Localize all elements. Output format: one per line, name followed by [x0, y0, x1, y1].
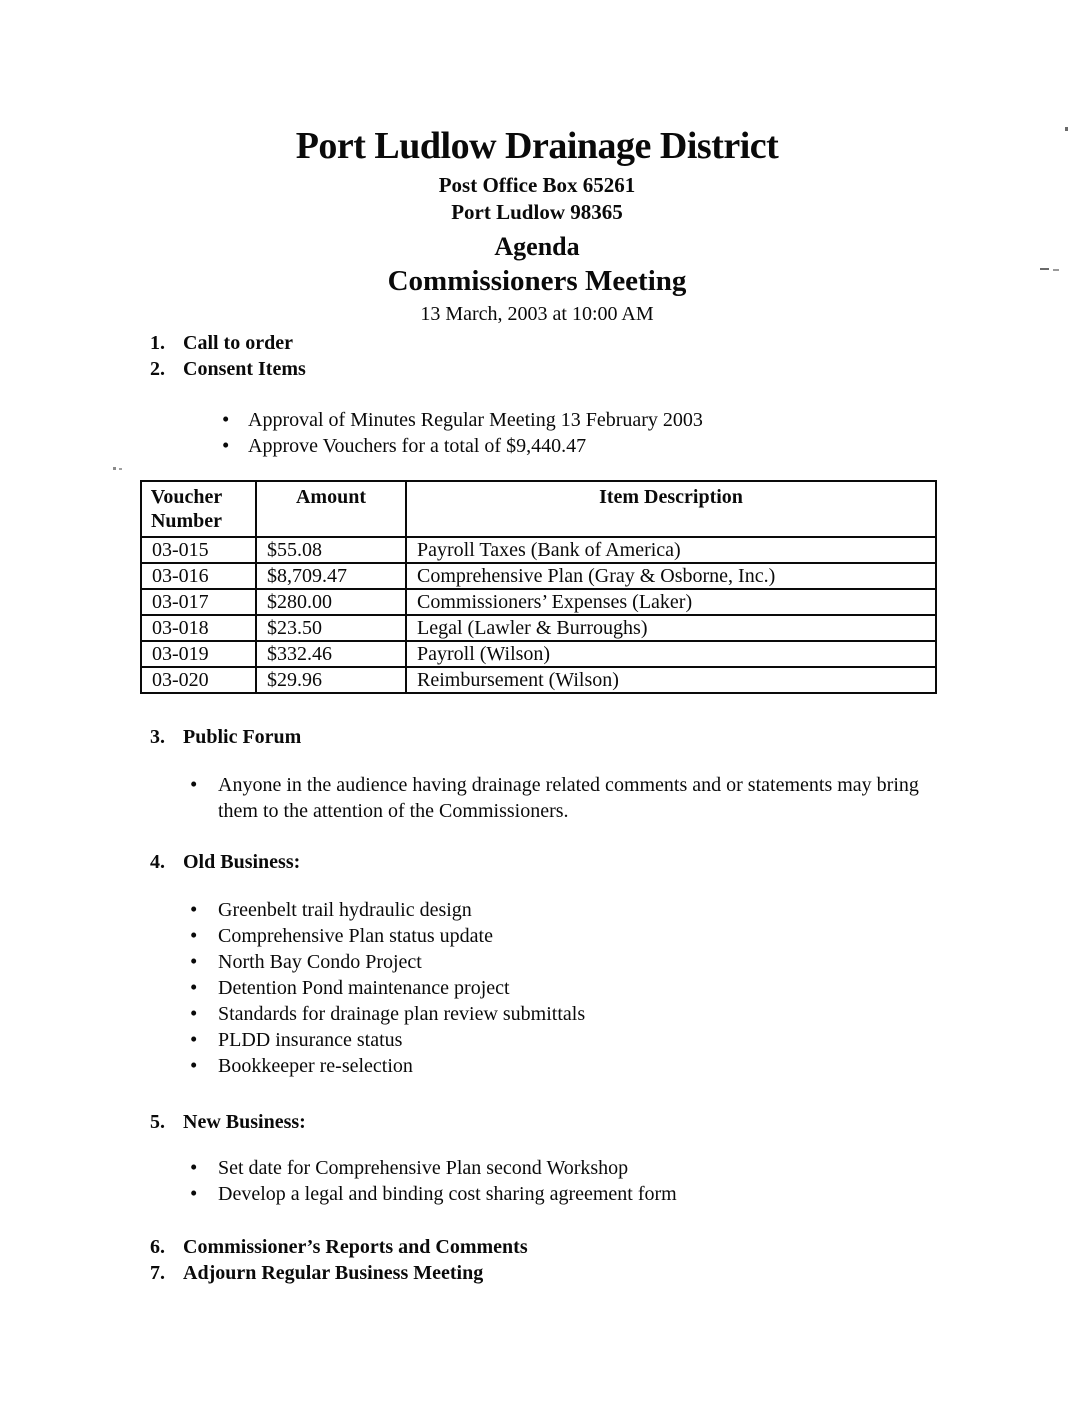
- item-description-cell: Commissioners’ Expenses (Laker): [406, 589, 936, 615]
- amount-cell: $332.46: [256, 641, 406, 667]
- item-label: Old Business:: [183, 851, 301, 873]
- agenda-item-call-to-order: [150, 330, 1020, 356]
- bullet-item: • Greenbelt trail hydraulic design: [150, 897, 1020, 923]
- bullet-item: • PLDD insurance status: [150, 1027, 1020, 1053]
- agenda-item-consent-items: [150, 356, 1020, 382]
- item-label: Adjourn Regular Business Meeting: [183, 1262, 484, 1284]
- item-number: 7.: [150, 1262, 165, 1284]
- item-description-cell: Payroll Taxes (Bank of America): [406, 537, 936, 563]
- amount-cell: $280.00: [256, 589, 406, 615]
- scan-artifact: [113, 467, 116, 470]
- item-description-cell: Reimbursement (Wilson): [406, 667, 936, 693]
- old-business-bullets: [150, 897, 1020, 1079]
- agenda-item-adjourn: [150, 1260, 1020, 1286]
- voucher-row: [141, 563, 936, 589]
- voucher-number-cell: 03-016: [141, 563, 256, 589]
- voucher-number-cell: 03-018: [141, 615, 256, 641]
- amount-cell: $23.50: [256, 615, 406, 641]
- voucher-number-cell: 03-020: [141, 667, 256, 693]
- document-title: Port Ludlow Drainage District: [295, 125, 779, 167]
- bullet-item: • Comprehensive Plan status update: [150, 923, 1020, 949]
- item-number: 5.: [150, 1111, 165, 1133]
- consent-items-bullets: [150, 407, 1020, 459]
- scan-artifact: [1040, 268, 1049, 270]
- item-number: 2.: [150, 358, 165, 380]
- bullet-item: • Standards for drainage plan review submittals: [150, 1001, 1020, 1027]
- amount-cell: $29.96: [256, 667, 406, 693]
- voucher-row: [141, 641, 936, 667]
- item-description-cell: Payroll (Wilson): [406, 641, 936, 667]
- amount-cell: $55.08: [256, 537, 406, 563]
- item-label: New Business:: [183, 1111, 306, 1133]
- item-label: Consent Items: [183, 358, 306, 380]
- agenda-item-public-forum: [150, 724, 1020, 750]
- voucher-row: [141, 537, 936, 563]
- voucher-number-cell: 03-019: [141, 641, 256, 667]
- public-forum-bullets: [150, 772, 1020, 824]
- document-type-label: Agenda: [494, 232, 580, 261]
- scan-artifact: [1065, 127, 1068, 131]
- bullet-item: • Approve Vouchers for a total of $9,440.47: [150, 433, 1020, 459]
- scan-artifact: [119, 468, 122, 470]
- agenda-item-commissioners-reports: [150, 1234, 1020, 1260]
- voucher-number-cell: 03-015: [141, 537, 256, 563]
- bullet-item: • North Bay Condo Project: [150, 949, 1020, 975]
- item-label: Commissioner’s Reports and Comments: [183, 1236, 528, 1258]
- item-number: 3.: [150, 726, 165, 748]
- voucher-row: [141, 615, 936, 641]
- bullet-item: • Set date for Comprehensive Plan second Workshop: [150, 1155, 1020, 1181]
- bullet-item: • Develop a legal and binding cost sharing agreement form: [150, 1181, 1020, 1207]
- item-number: 1.: [150, 332, 165, 354]
- item-number: 4.: [150, 851, 165, 873]
- item-number: 6.: [150, 1236, 165, 1258]
- amount-cell: $8,709.47: [256, 563, 406, 589]
- bullet-item: • Anyone in the audience having drainage related comments and or statements may bring them to the attention of the Commissioners.: [150, 772, 928, 824]
- new-business-bullets: [150, 1155, 1020, 1207]
- bullet-item: • Detention Pond maintenance project: [150, 975, 1020, 1001]
- item-description-cell: Legal (Lawler & Burroughs): [406, 615, 936, 641]
- col-header-item-description: Item Description: [406, 481, 936, 537]
- col-header-voucher-number: Voucher Number: [141, 481, 256, 537]
- agenda-item-new-business: [150, 1109, 1020, 1135]
- voucher-table-header-row: [141, 481, 936, 537]
- bullet-item: • Bookkeeper re-selection: [150, 1053, 1020, 1079]
- col-header-amount: Amount: [256, 481, 406, 537]
- voucher-row: [141, 667, 936, 693]
- item-label: Call to order: [183, 332, 293, 354]
- meeting-title: Commissioners Meeting: [387, 265, 687, 297]
- item-description-cell: Comprehensive Plan (Gray & Osborne, Inc.): [406, 563, 936, 589]
- address-city-zip: Port Ludlow 98365: [451, 200, 623, 224]
- bullet-item: • Approval of Minutes Regular Meeting 13 February 2003: [150, 407, 1020, 433]
- meeting-datetime: 13 March, 2003 at 10:00 AM: [420, 303, 654, 325]
- scan-artifact: [1053, 269, 1059, 271]
- agenda-item-old-business: [150, 849, 1020, 875]
- voucher-row: [141, 589, 936, 615]
- item-label: Public Forum: [183, 726, 302, 748]
- voucher-number-cell: 03-017: [141, 589, 256, 615]
- voucher-table: [140, 480, 937, 694]
- address-po-box: Post Office Box 65261: [438, 173, 636, 197]
- agenda-body: [150, 330, 1020, 1286]
- document-header: [0, 126, 1074, 326]
